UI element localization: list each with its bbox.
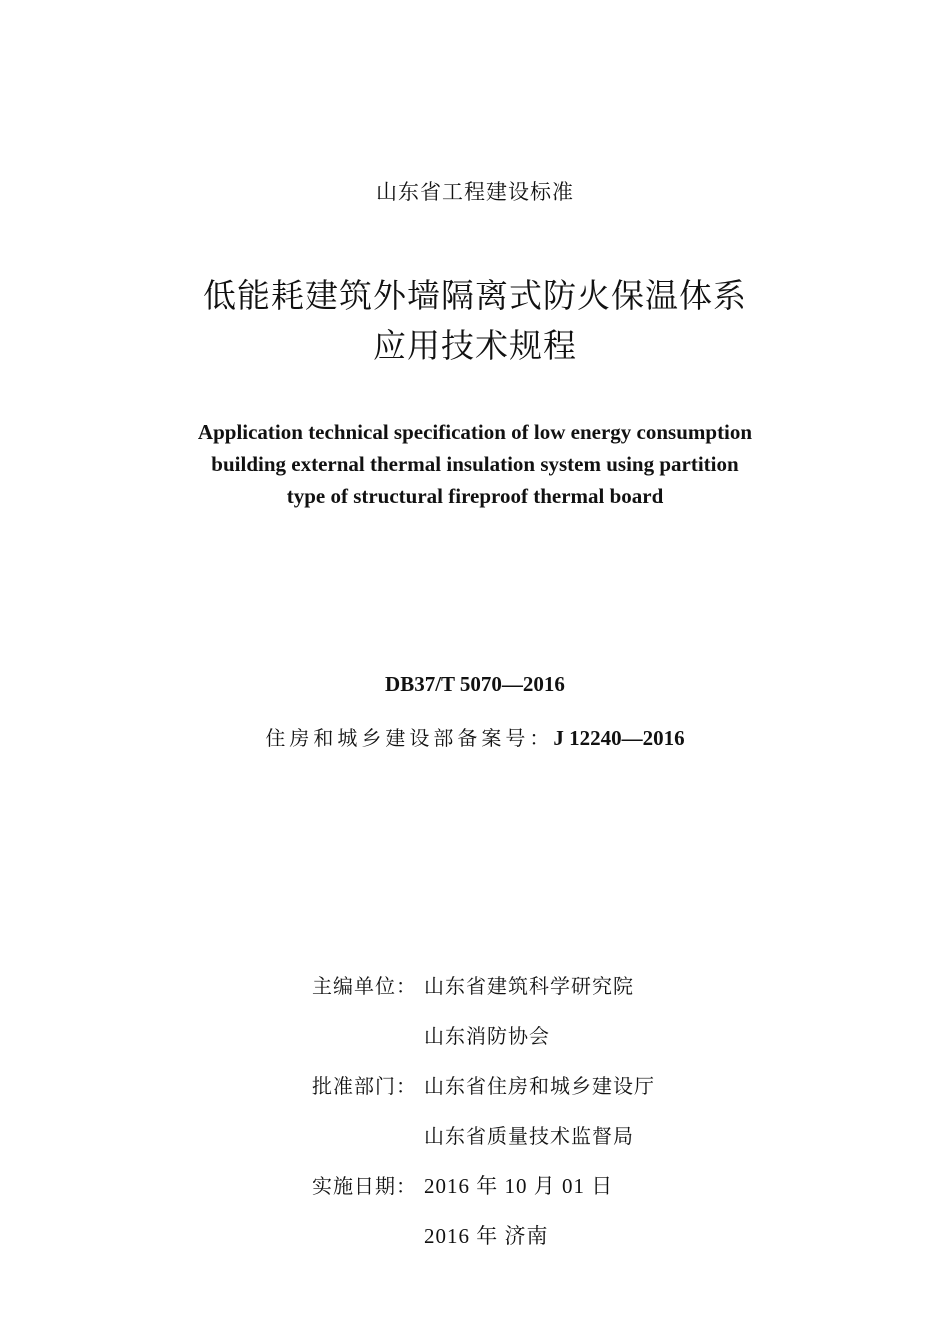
info-value: 2016 年 10 月 01 日 (424, 1174, 614, 1198)
info-key: 主编单位： (312, 974, 417, 998)
info-key: 实施日期： (312, 1174, 417, 1198)
title-en-line-2: building external thermal insulation system using partition (211, 452, 739, 476)
info-value: 2016 年 济南 (424, 1224, 549, 1248)
info-key: 批准部门： (312, 1074, 417, 1098)
standard-series: 山东省工程建设标准 (376, 180, 574, 204)
title-en-line-1: Application technical specification of low energy consumption (197, 420, 753, 444)
title-cn-line-1: 低能耗建筑外墙隔离式防火保温体系 (203, 276, 747, 315)
title-en-line-3: type of structural fireproof thermal board (286, 484, 664, 508)
info-value: 山东消防协会 (424, 1024, 550, 1048)
standard-code: DB37/T 5070—2016 (385, 672, 565, 696)
record-label: 住房和城乡建设部备案号： (265, 726, 554, 750)
record-number (0, 722, 950, 751)
info-value: 山东省建筑科学研究院 (424, 974, 634, 998)
record-value: J 12240—2016 (553, 726, 685, 750)
info-value: 山东省质量技术监督局 (424, 1124, 634, 1148)
info-value: 山东省住房和城乡建设厅 (424, 1074, 655, 1098)
title-cn-line-2: 应用技术规程 (373, 326, 577, 365)
